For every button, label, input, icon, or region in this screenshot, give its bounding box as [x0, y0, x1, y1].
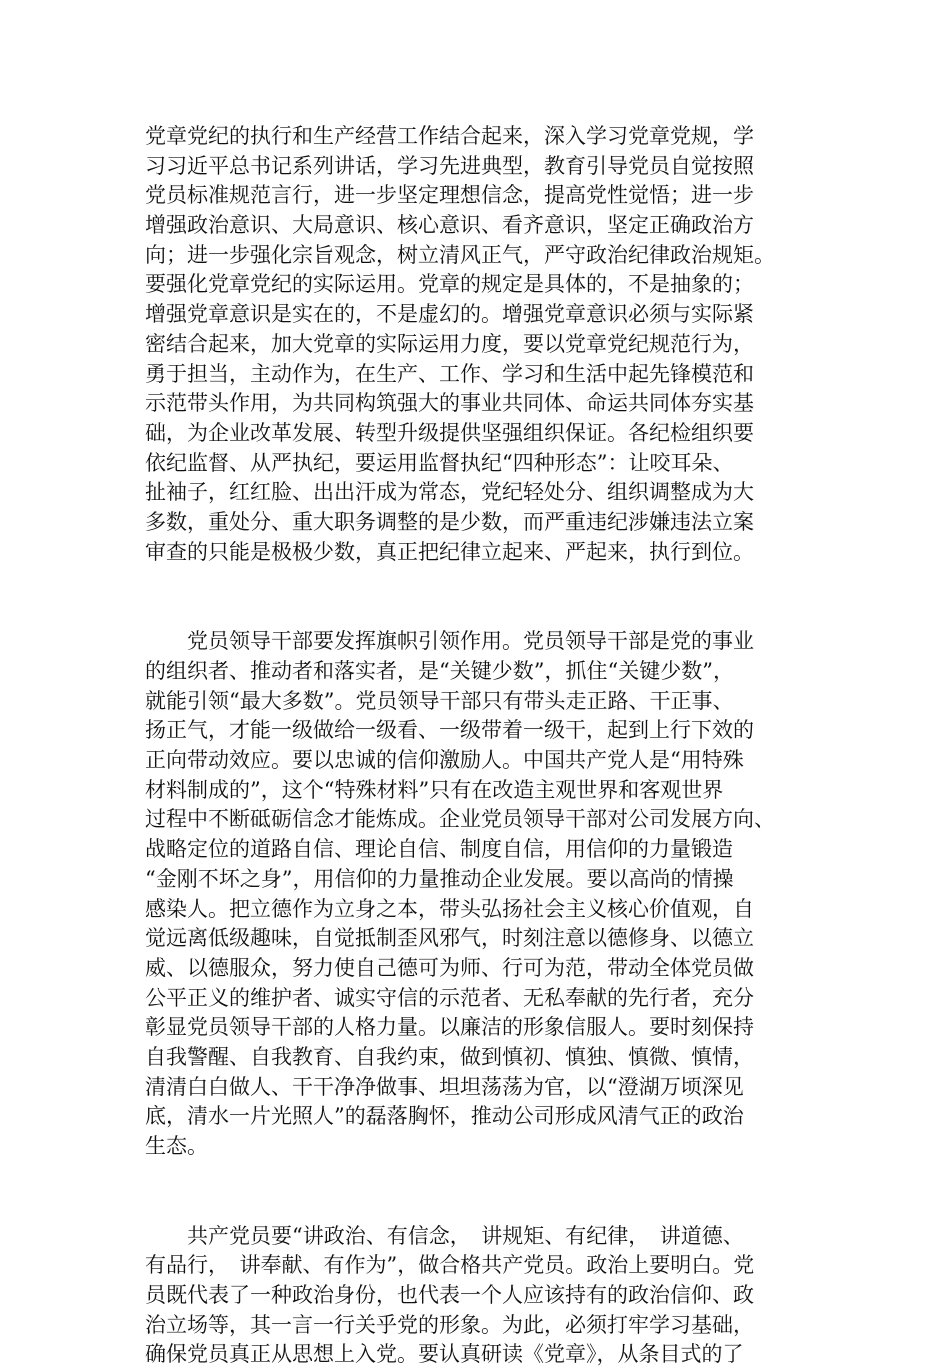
paragraph-spacer — [145, 567, 805, 627]
text-line: 有品行， 讲奉献、有作为”，做合格共产党员。政治上要明白。党 — [145, 1253, 755, 1278]
text-line: 正向带动效应。要以忠诚的信仰激励人。中国共产党人是“用特殊 — [145, 748, 744, 773]
text-line: 战略定位的道路自信、理论自信、制度自信，用信仰的力量锻造 — [145, 837, 733, 862]
text-line: 扯袖子，红红脸、出出汗成为常态，党纪轻处分、组织调整成为大 — [145, 480, 754, 505]
text-line: 威、以德服众，努力使自己德可为师、行可为范，带动全体党员做 — [145, 955, 754, 980]
text-line: 习习近平总书记系列讲话，学习先进典型，教育引导党员自觉按照 — [145, 153, 754, 178]
text-line: 清清白白做人、干干净净做事、坦坦荡荡为官，以“澄湖万顷深见 — [145, 1074, 744, 1099]
text-line: 就能引领“最大多数”。党员领导干部只有带头走正路、干正事、 — [145, 688, 734, 713]
paragraph-1 — [145, 122, 805, 567]
text-line: 材料制成的”，这个“特殊材料”只有在改造主观世界和客观世界 — [145, 777, 724, 802]
text-line: 过程中不断砥砺信念才能炼成。企业党员领导干部对公司发展方向、 — [145, 807, 775, 832]
text-line: 勇于担当，主动作为，在生产、工作、学习和生活中起先锋模范和 — [145, 361, 754, 386]
text-line: 治立场等，其一言一行关乎党的形象。为此，必须打牢学习基础， — [145, 1312, 754, 1337]
text-line: 彰显党员领导干部的人格力量。以廉洁的形象信服人。要时刻保持 — [145, 1015, 754, 1040]
text-line: 的组织者、推动者和落实者，是“关键少数”，抓住“关键少数”， — [145, 659, 734, 683]
text-line: 依纪监督、从严执纪，要运用监督执纪“四种形态”：让咬耳朵、 — [145, 450, 734, 475]
paragraph-3 — [145, 1222, 805, 1370]
text-line: “金刚不坏之身”，用信仰的力量推动企业发展。要以高尚的情操 — [145, 866, 734, 891]
text-line: 底，清水一片光照人”的磊落胸怀，推动公司形成风清气正的政治 — [145, 1104, 744, 1129]
text-line: 扬正气，才能一级做给一级看、一级带着一级干，起到上行下效的 — [145, 718, 754, 743]
text-line: 党员标准规范言行，进一步坚定理想信念，提高党性觉悟；进一步 — [145, 183, 754, 208]
text-line: 多数，重处分、重大职务调整的是少数，而严重违纪涉嫌违法立案 — [145, 509, 754, 534]
text-line: 感染人。把立德作为立身之本，带头弘扬社会主义核心价值观，自 — [145, 896, 754, 921]
text-line: 员既代表了一种政治身份，也代表一个人应该持有的政治信仰、政 — [145, 1283, 754, 1308]
text-line: 党章党纪的执行和生产经营工作结合起来，深入学习党章党规，学 — [145, 124, 754, 148]
text-line: 增强政治意识、大局意识、核心意识、看齐意识，坚定正确政治方 — [145, 213, 754, 238]
text-line: 增强党章意识是实在的，不是虚幻的。增强党章意识必须与实际紧 — [145, 302, 754, 327]
text-line: 觉远离低级趣味，自觉抵制歪风邪气，时刻注意以德修身、以德立 — [145, 926, 754, 951]
text-line: 础，为企业改革发展、转型升级提供坚强组织保证。各纪检组织要 — [145, 420, 754, 445]
text-line: 生态。 — [145, 1134, 208, 1158]
paragraph-spacer — [145, 1162, 805, 1222]
text-line: 审查的只能是极极少数，真正把纪律立起来、严起来，执行到位。 — [145, 539, 754, 564]
text-line: 确保党员真正从思想上入党。要认真研读《党章》，从条目式的了 — [145, 1342, 744, 1367]
text-line: 公平正义的维护者、诚实守信的示范者、无私奉献的先行者，充分 — [145, 985, 754, 1010]
text-line: 党员领导干部要发挥旗帜引领作用。党员领导干部是党的事业 — [145, 629, 754, 654]
document-page — [145, 122, 805, 1370]
text-line: 示范带头作用，为共同构筑强大的事业共同体、命运共同体夯实基 — [145, 391, 754, 416]
text-line: 向；进一步强化宗旨观念，树立清风正气，严守政治纪律政治规矩。 — [145, 242, 775, 267]
paragraph-2 — [145, 627, 805, 1161]
text-line: 共产党员要“讲政治、有信念， 讲规矩、有纪律， 讲道德、 — [145, 1223, 744, 1248]
text-line: 要强化党章党纪的实际运用。党章的规定是具体的，不是抽象的； — [145, 272, 754, 297]
text-line: 密结合起来，加大党章的实际运用力度，要以党章党纪规范行为， — [145, 331, 754, 356]
text-line: 自我警醒、自我教育、自我约束，做到慎初、慎独、慎微、慎情， — [145, 1044, 754, 1069]
